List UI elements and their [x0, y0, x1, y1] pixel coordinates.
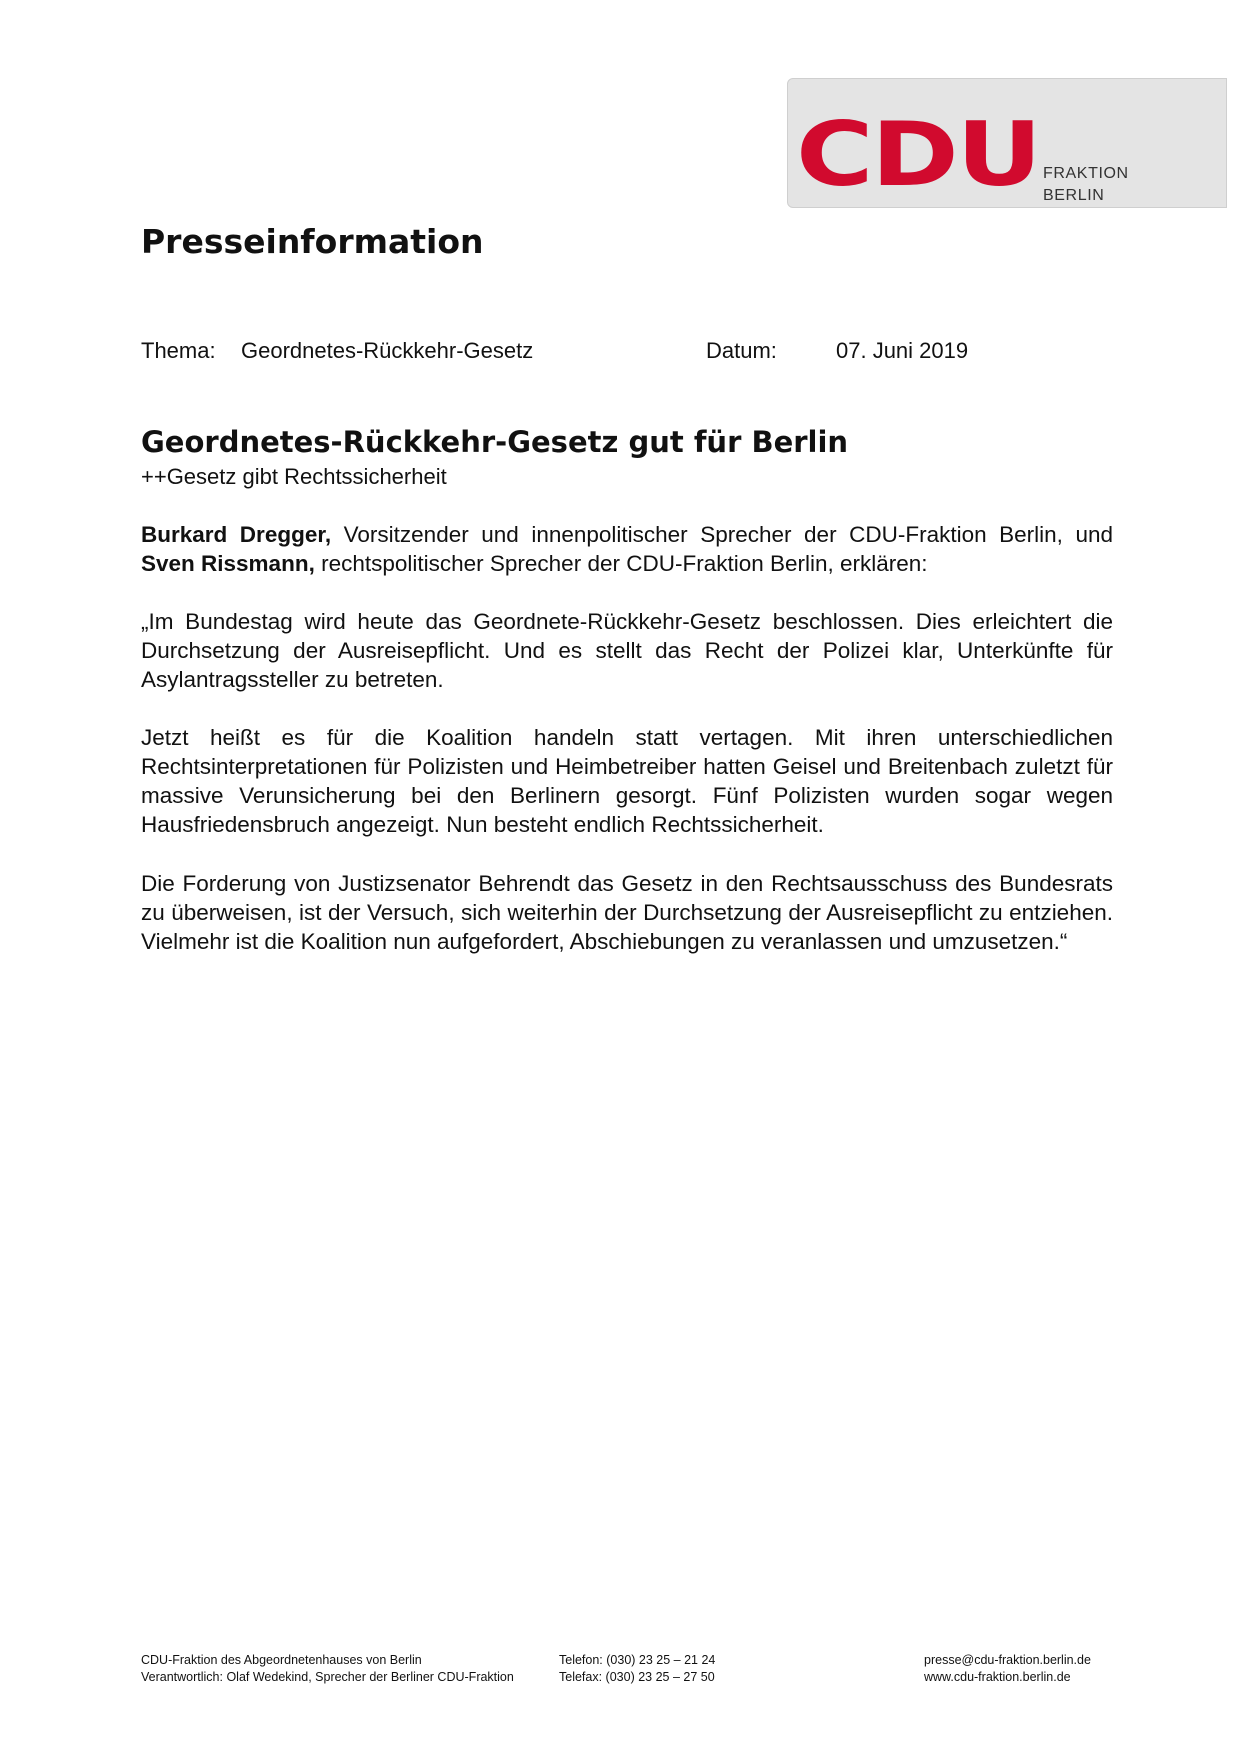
- footer-email[interactable]: presse@cdu-fraktion.berlin.de: [924, 1653, 1091, 1667]
- logo-line-berlin: BERLIN: [1043, 187, 1105, 204]
- logo-line-fraktion: FRAKTION: [1043, 165, 1129, 182]
- document-title: Presseinformation: [141, 222, 484, 261]
- subheadline: ++Gesetz gibt Rechtssicherheit: [141, 464, 447, 489]
- date-label: Datum:: [706, 338, 777, 363]
- logo-subtitle: [1043, 163, 1129, 207]
- body-paragraph-1: „Im Bundestag wird heute das Geordnete-Rückkehr-Gesetz beschlossen. Dies erleichtert die Durchsetzung der Ausreisepflicht. Und es stellt das Recht der Polizei klar, Unterkünfte für Asylantragssteller zu betreten.: [141, 609, 1113, 692]
- topic-label: Thema:: [141, 338, 216, 363]
- date-value: 07. Juni 2019: [836, 338, 969, 363]
- footer-right: [924, 1652, 1091, 1686]
- speaker-name-2: Sven Rissmann,: [141, 551, 315, 576]
- body-paragraph-2: Jetzt heißt es für die Koalition handeln statt vertagen. Mit ihren unterschiedlichen Rechtsinterpretationen für Polizisten und Heimbetreiber hatten Geisel und Breitenbach zuletzt für massive Verunsicherung bei den Berlinern gesorgt. Fünf Polizisten wurden sogar wegen Hausfriedensbruch angezeigt. Nun besteht endlich Rechtssicherheit.: [141, 725, 1113, 837]
- footer-phone: Telefon: (030) 23 25 – 21 24: [559, 1653, 716, 1667]
- body-paragraph-3: Die Forderung von Justizsenator Behrendt das Gesetz in den Rechtsausschuss des Bundesrats zu überweisen, ist der Versuch, sich weiterhin der Durchsetzung der Ausreisepflicht zu entziehen. Vielmehr ist die Koalition nun aufgefordert, Abschiebungen zu veranlassen und umzusetzen.“: [141, 871, 1113, 954]
- cdu-logo-mark: CDU: [796, 103, 1040, 206]
- topic-value: Geordnetes-Rückkehr-Gesetz: [241, 338, 534, 363]
- footer-middle: [559, 1652, 715, 1686]
- intro-text-1: Vorsitzender und innenpolitischer Sprecher der CDU-Fraktion Berlin, und: [331, 522, 1113, 547]
- footer-org: CDU-Fraktion des Abgeordnetenhauses von Berlin: [141, 1653, 422, 1667]
- footer-fax: Telefax: (030) 23 25 – 27 50: [559, 1670, 715, 1684]
- footer-web[interactable]: www.cdu-fraktion.berlin.de: [924, 1670, 1071, 1684]
- headline: Geordnetes-Rückkehr-Gesetz gut für Berlin: [141, 425, 849, 459]
- footer-left: [141, 1652, 514, 1686]
- intro-paragraph: [141, 520, 1113, 578]
- intro-text-2: rechtspolitischer Sprecher der CDU-Fraktion Berlin, erklären:: [314, 551, 928, 576]
- speaker-name-1: Burkard Dregger,: [141, 522, 332, 547]
- logo-box: [787, 78, 1227, 208]
- footer-responsible: Verantwortlich: Olaf Wedekind, Sprecher der Berliner CDU-Fraktion: [141, 1670, 514, 1684]
